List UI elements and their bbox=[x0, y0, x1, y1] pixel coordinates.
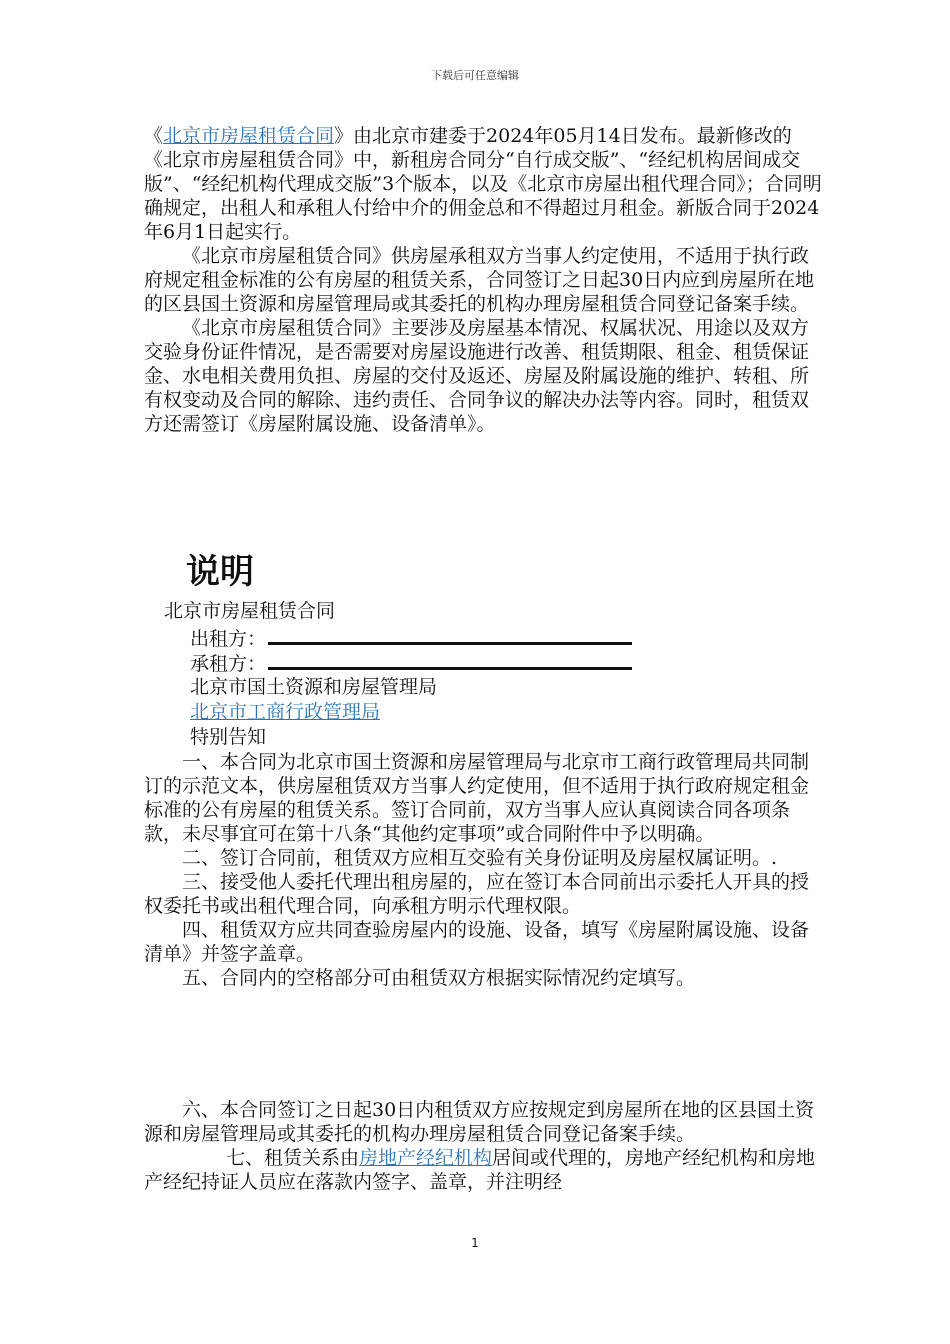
intro-paragraph-1 bbox=[144, 124, 824, 244]
page-number: 1 bbox=[471, 1236, 479, 1250]
intro-paragraph-3: 《北京市房屋租赁合同》主要涉及房屋基本情况、权属状况、用途以及双方交验身份证件情况，是否需要对房屋设施进行改善、租赁期限、租金、租赁保证金、水电相关费用负担、房屋的交付及返还、房屋及附属设施的维护、转租、所有权变动及合同的解除、违约责任、合同争议的解决办法等内容。同时，租赁双方还需签订《房屋附属设施、设备清单》。 bbox=[144, 317, 810, 435]
intro-paragraph-1-text: 》由北京市建委于2024年05月14日发布。最新修改的《北京市房屋租赁合同》中，新租房合同分“自行成交版”、“经纪机构居间成交版”、“经纪机构代理成交版”3个版本，以及《北京市房屋出租代理合同》；合同明确规定，出租人和承租人付给中介的佣金总和不得超过月租金。新版合同于2024年6月1日起实行。 bbox=[144, 125, 822, 243]
notice-4: 四、租赁双方应共同查验房屋内的设施、设备，填写《房屋附属设施、设备清单》并签字盖章。 bbox=[144, 919, 810, 965]
notice-7-text: 居间或代理的，房地产经纪机构和房地产经纪持证人员应在落款内签字、盖章，并注明经 bbox=[144, 1147, 816, 1193]
lessee-label: 承租方： bbox=[190, 653, 267, 675]
authority-1: 北京市国土资源和房屋管理局 bbox=[190, 676, 438, 698]
lessor-label: 出租方： bbox=[190, 628, 267, 650]
notice-1: 一、本合同为北京市国土资源和房屋管理局与北京市工商行政管理局共同制订的示范文本，供房屋租赁双方当事人约定使用，但不适用于执行政府规定租金标准的公有房屋的租赁关系。签订合同前，双方当事人应认真阅读合同各项条款，未尽事宜可在第十八条“其他约定事项”或合同附件中予以明确。 bbox=[144, 751, 810, 845]
notice-title: 特别告知 bbox=[190, 726, 267, 748]
contract-title-link[interactable]: 北京市房屋租赁合同 bbox=[163, 125, 335, 147]
notice-3: 三、接受他人委托代理出租房屋的，应在签订本合同前出示委托人开具的授权委托书或出租代理合同，向承租方明示代理权限。 bbox=[144, 871, 810, 917]
lessor-blank[interactable] bbox=[268, 625, 632, 645]
notices-section-2 bbox=[144, 1098, 824, 1194]
cover-contract-title: 北京市房屋租赁合同 bbox=[164, 600, 336, 622]
section-title: 说明 bbox=[186, 552, 254, 592]
intro-section bbox=[144, 124, 824, 436]
authority-2-link[interactable]: 北京市工商行政管理局 bbox=[190, 701, 381, 723]
intro-paragraph-2: 《北京市房屋租赁合同》供房屋承租双方当事人约定使用，不适用于执行政府规定租金标准的公有房屋的租赁关系，合同签订之日起30日内应到房屋所在地的区县国土资源和房屋管理局或其委托的机构办理房屋租赁合同登记备案手续。 bbox=[144, 245, 815, 315]
lessee-line bbox=[190, 650, 632, 676]
notice-6: 六、本合同签订之日起30日内租赁双方应按规定到房屋所在地的区县国土资源和房屋管理局或其委托的机构办理房屋租赁合同登记备案手续。 bbox=[144, 1099, 815, 1145]
open-quote: 《 bbox=[144, 125, 164, 147]
notice-7-prefix: 七、租赁关系由 bbox=[226, 1147, 360, 1169]
lessor-line bbox=[190, 625, 632, 651]
agency-link[interactable]: 房地产经纪机构 bbox=[359, 1147, 493, 1169]
lessee-blank[interactable] bbox=[268, 650, 632, 670]
notice-5: 五、合同内的空格部分可由租赁双方根据实际情况约定填写。 bbox=[182, 967, 696, 989]
notice-7 bbox=[144, 1146, 824, 1194]
notice-2: 二、签订合同前，租赁双方应相互交验有关身份证明及房屋权属证明。. bbox=[182, 847, 778, 869]
notices-section bbox=[144, 750, 824, 990]
page-header: 下载后可任意编辑 bbox=[431, 69, 519, 82]
